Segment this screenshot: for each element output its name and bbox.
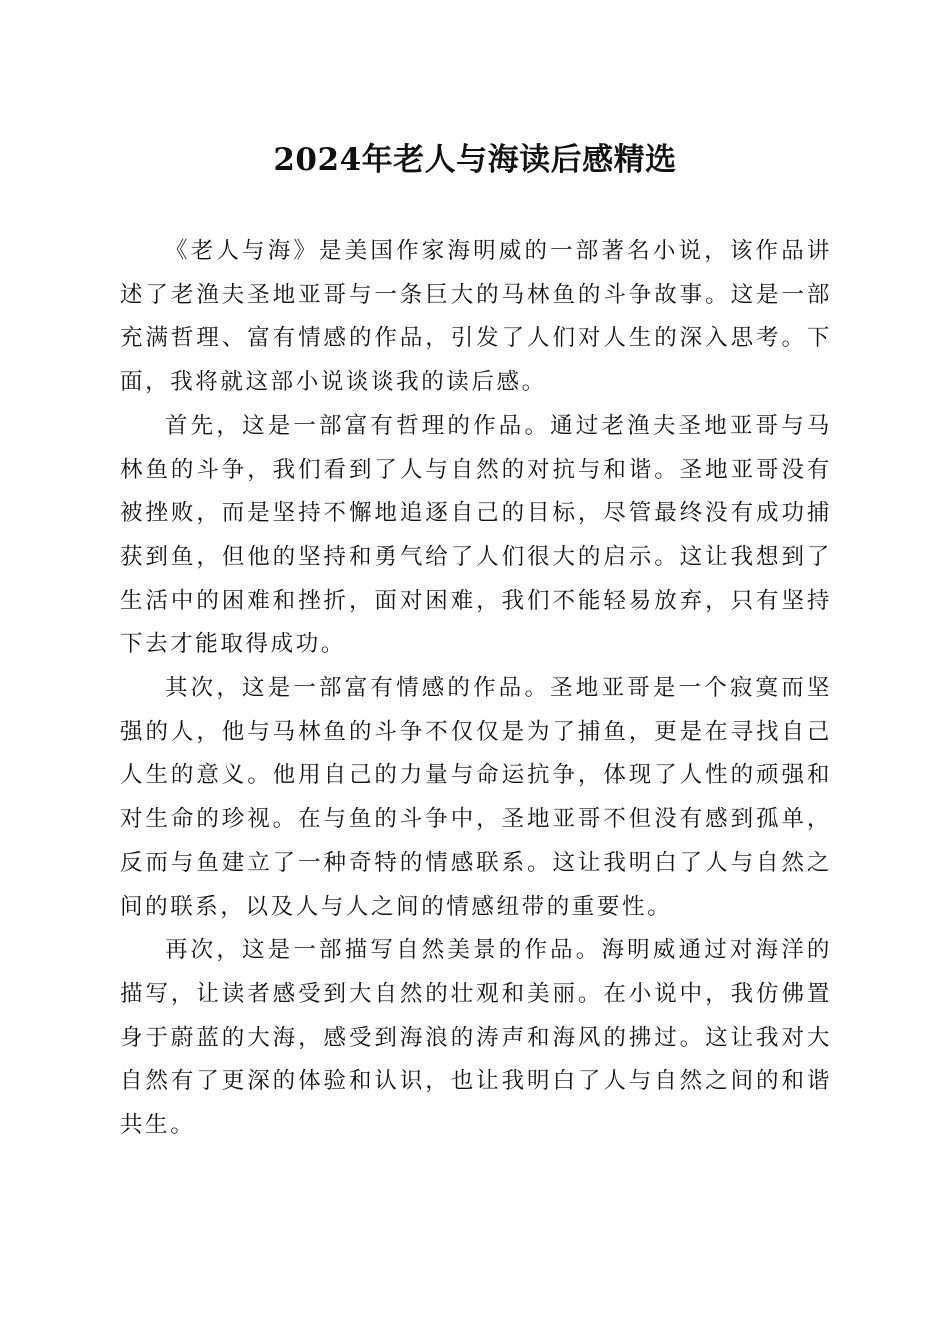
paragraph-third: 再次，这是一部描写自然美景的作品。海明威通过对海洋的描写，让读者感受到大自然的壮观和美丽。在小说中，我仿佛置身于蔚蓝的大海，感受到海浪的涛声和海风的拂过。这让我对大自然有了更深的体验和认识，也让我明白了人与自然之间的和谐共生。 [120, 937, 832, 1139]
paragraph-intro: 《老人与海》是美国作家海明威的一部著名小说，该作品讲述了老渔夫圣地亚哥与一条巨大的马林鱼的斗争故事。这是一部充满哲理、富有情感的作品，引发了人们对人生的深入思考。下面，我将就这部小说谈谈我的读后感。 [120, 238, 832, 396]
document-body [120, 230, 832, 1148]
document-title: 2024年老人与海读后感精选 [273, 142, 677, 178]
paragraph-second: 其次，这是一部富有情感的作品。圣地亚哥是一个寂寞而坚强的人，他与马林鱼的斗争不仅仅是为了捕鱼，更是在寻找自己人生的意义。他用自己的力量与命运抗争，体现了人性的顽强和对生命的珍视。在与鱼的斗争中，圣地亚哥不但没有感到孤单，反而与鱼建立了一种奇特的情感联系。这让我明白了人与自然之间的联系，以及人与人之间的情感纽带的重要性。 [120, 675, 832, 920]
paragraph-first: 首先，这是一部富有哲理的作品。通过老渔夫圣地亚哥与马林鱼的斗争，我们看到了人与自然的对抗与和谐。圣地亚哥没有被挫败，而是坚持不懈地追逐自己的目标，尽管最终没有成功捕获到鱼，但他的坚持和勇气给了人们很大的启示。这让我想到了生活中的困难和挫折，面对困难，我们不能轻易放弃，只有坚持下去才能取得成功。 [120, 412, 832, 658]
